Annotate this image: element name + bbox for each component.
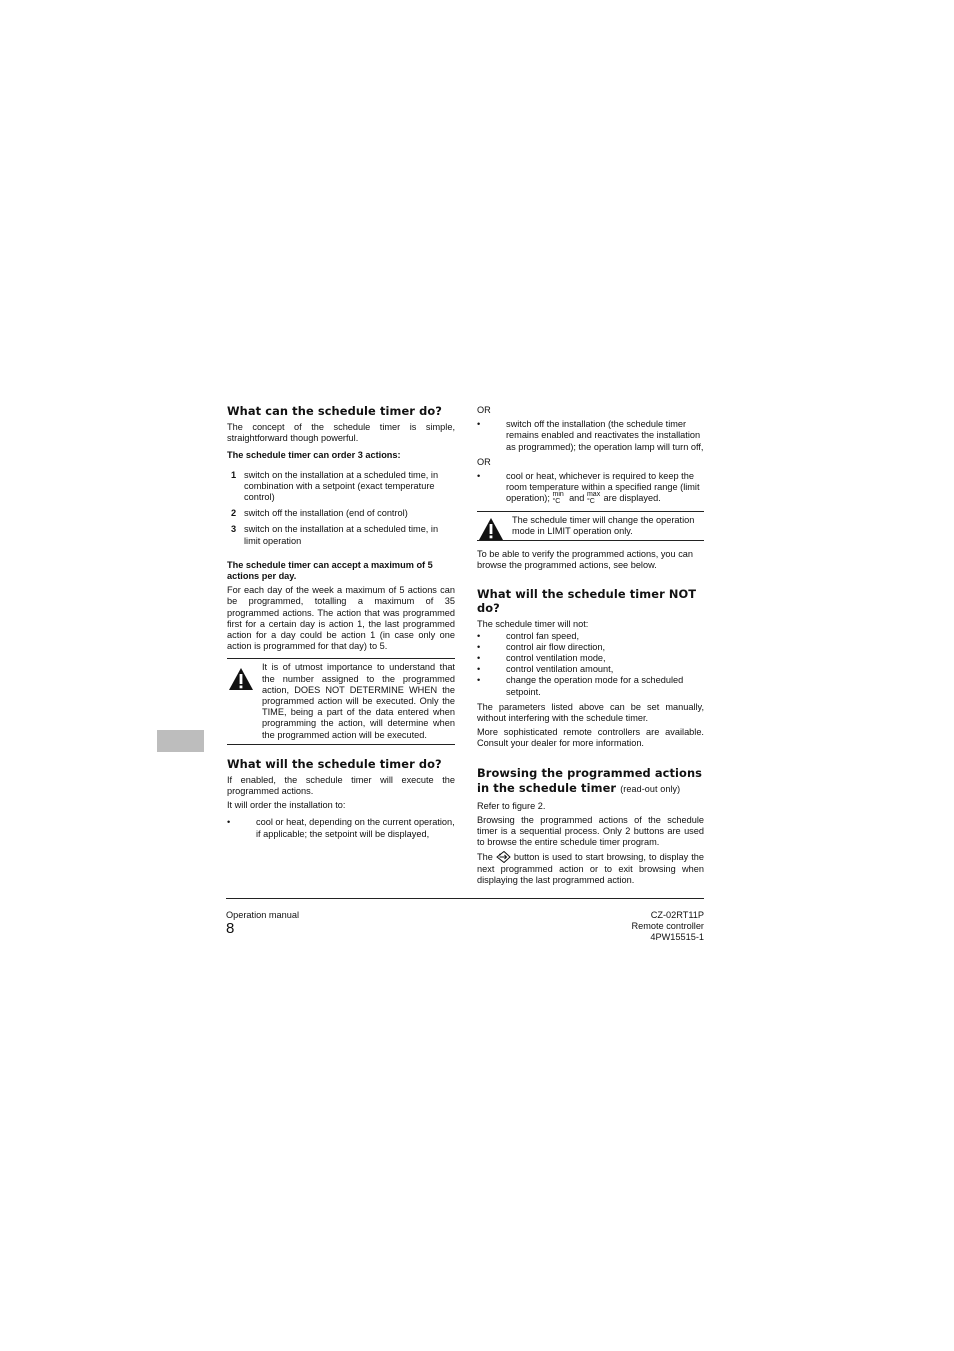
heading-what-can-timer-do: What can the schedule timer do? xyxy=(227,404,442,418)
bullet-list xyxy=(477,419,704,453)
footer-product-info xyxy=(560,910,704,943)
bullet-list xyxy=(477,471,704,505)
left-column xyxy=(227,404,455,840)
intro-paragraph: The concept of the schedule timer is simple, straightforward though powerful. xyxy=(227,422,455,444)
warning-icon xyxy=(478,517,504,541)
footer-manual-label: Operation manual xyxy=(226,910,300,920)
list-item: • change the operation mode for a scheduled setpoint. xyxy=(477,675,684,697)
footer-product: Remote controller xyxy=(631,921,704,931)
warning-text: The schedule timer will change the operation mode in LIMIT operation only. xyxy=(512,514,695,536)
order-intro: It will order the installation to: xyxy=(227,800,346,811)
heading-browsing: Browsing the programmed actions in the schedule timer (read-out only) xyxy=(477,765,703,795)
list-item: 2 switch off the installation (end of control) xyxy=(231,508,408,519)
parameters-paragraph: The parameters listed above can be set manually, without interfering with the schedule timer. xyxy=(477,701,704,724)
orders-list xyxy=(227,470,455,547)
refer-figure: Refer to figure 2. xyxy=(477,800,546,811)
list-item: • control ventilation mode, xyxy=(477,653,606,664)
list-item: • switch off the installation (the schedule timer remains enabled and reactivates the installation as programmed); the operation lamp will turn off, xyxy=(477,419,704,452)
max-temp-symbol: max °C xyxy=(586,491,601,506)
enabled-paragraph: If enabled, the schedule timer will execute the programmed actions. xyxy=(227,774,455,797)
footer-divider xyxy=(226,898,704,899)
list-item: 1 switch on the installation at a scheduled time, in combination with a setpoint (exact temperature control) xyxy=(231,469,439,503)
dealer-paragraph: More sophisticated remote controllers are available. Consult your dealer for more information. xyxy=(477,727,704,749)
list-item: • cool or heat, whichever is required to keep the room temperature within a specified range (limit operation); min °C and max °C are displayed. xyxy=(477,471,700,506)
list-item: • control ventilation amount, xyxy=(477,664,614,675)
max-actions-paragraph: For each day of the week a maximum of 5 actions can be programmed, totalling a maximum of 35 programmed actions. The action that was programmed first for a certain day is action 1, the last programmed action for a day could be action 1 (in case only one action is programmed for that day) to 5. xyxy=(227,585,455,652)
warning-box xyxy=(227,658,455,744)
browse-button-paragraph: The button is used to start browsing, to display the next programmed action or to exit browsing when displaying the last programmed action. xyxy=(477,852,704,885)
list-item: 3 switch on the installation at a scheduled time, in limit operation xyxy=(231,524,439,546)
orders-heading: The schedule timer can order 3 actions: xyxy=(227,450,401,461)
max-actions-heading: The schedule timer can accept a maximum of 5 actions per day. xyxy=(227,559,433,582)
footer-code: 4PW15515-1 xyxy=(650,932,704,942)
bullet-list xyxy=(227,817,455,839)
footer-model: CZ-02RT11P xyxy=(650,910,704,920)
heading-what-timer-not-do: What will the schedule timer NOT do? xyxy=(477,587,697,616)
or-label: OR xyxy=(477,405,491,415)
not-intro: The schedule timer will not: xyxy=(477,619,589,630)
browse-button-icon xyxy=(496,851,511,863)
bullet-list xyxy=(477,631,704,698)
warning-icon xyxy=(228,667,254,691)
browsing-paragraph: Browsing the programmed actions of the schedule timer is a sequential process. Only 2 buttons are used to browse the entire schedule timer program. xyxy=(477,814,704,848)
page-number: 8 xyxy=(226,920,235,937)
warning-text: It is of utmost importance to understand that the number assigned to the programmed action, DOES NOT DETERMINE WHEN the programmed action will be executed. Only the TIME, being a part of the data entered when programming the action, will determine when the programmed action will be executed. xyxy=(262,662,455,740)
list-item: • cool or heat, depending on the current operation, if applicable; the setpoint will be displayed, xyxy=(227,817,455,839)
list-item: • control air flow direction, xyxy=(477,641,606,652)
right-column xyxy=(477,405,704,889)
heading-what-will-timer-do: What will the schedule timer do? xyxy=(227,756,442,771)
verify-paragraph: To be able to verify the programmed actions, you can browse the programmed actions, see below. xyxy=(477,549,694,571)
warning-box xyxy=(477,511,704,541)
section-tab-marker xyxy=(157,730,204,752)
list-item: • control fan speed, xyxy=(477,630,580,641)
or-label: OR xyxy=(477,456,491,467)
min-temp-symbol: min °C xyxy=(552,491,564,506)
